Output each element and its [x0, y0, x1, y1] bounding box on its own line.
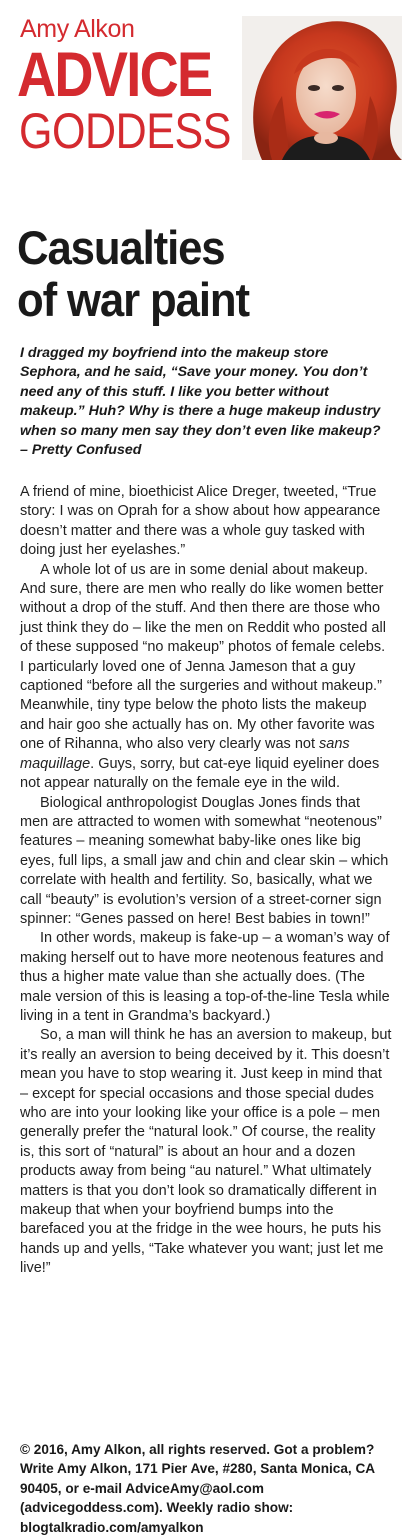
- columnist-byline: Amy Alkon: [20, 15, 135, 43]
- answer-paragraph: Biological anthropologist Douglas Jones finds that men are attracted to women with somewhat “neotenous” features – meaning somewhat baby-like ones like big eyes, full lips, a small jaw and chin and clear skin – which correlate with health and fertility. So, basically, what we call “beauty” is evolution’s version of a street-corner sign spinner: “Genes passed on here! Best babies in town!”: [20, 794, 389, 927]
- emphasized-phrase: sans maquillage: [20, 736, 350, 772]
- answer-paragraph: [20, 561, 392, 794]
- column-brand-advice: ADVICE: [17, 40, 212, 110]
- copyright-footer: © 2016, Amy Alkon, all rights reserved. Got a problem? Write Amy Alkon, 171 Pier Ave, #280, Santa Monica, CA 90405, or e-mail AdviceAmy@aol.com (advicegoddess.com). Weekly radio show: blogtalkradio.com/amyalkon: [20, 1442, 375, 1535]
- answer-paragraph: So, a man will think he has an aversion to makeup, but it’s really an aversion to being deceived by it. This doesn’t mean you have to stop wearing it. Just keep in mind that – except for special occasions and those special dudes who are into your looking like your office is a pole – men generally prefer the “natural look.” Of course, the reality is, this sort of “natural” is about an hour and a dozen products away from being “au naturel.” What ultimately matters is that you don’t look so dramatically different in makeup that when your boyfriend bumps into the barefaced you at the fridge in the wee hours, he puts his hands up and yells, “Take whatever you want; just let me live!”: [20, 1027, 392, 1277]
- answer-paragraph-text: A whole lot of us are in some denial about makeup. And sure, there are men who really do like women better without a drop of the stuff. And then there are those who just think they do – like the men on Reddit who posted all of these supposed “no makeup” photos of female celebs. I particularly loved one of Jenna Jameson that a guy captioned “before all the surgeries and without makeup.” Meanwhile, tiny type below the photo lists the makeup and hair goo she actually has on. My other favorite was one of Rihanna, who also very clearly was not: [20, 561, 386, 753]
- masthead: [0, 0, 406, 168]
- answer-paragraph-text: . Guys, sorry, but cat-eye liquid eyeliner does not appear naturally on the female eye in the wild.: [20, 755, 380, 792]
- answer-paragraph: In other words, makeup is fake-up – a woman’s way of making herself out to have more neotenous features and thus a higher mate value than she actually does. (The male version of this is leasing a top-of-the-line Tesla while living in a tent in Grandma’s backyard.): [20, 930, 390, 1024]
- answer-body: [20, 483, 392, 1279]
- column-brand-goddess: GODDESS: [19, 103, 232, 159]
- article-headline: [17, 222, 370, 326]
- headline-line-1: Casualties: [17, 221, 225, 274]
- reader-question: I dragged my boyfriend into the makeup store Sephora, and he said, “Save your money. You don’t need any of this stuff. I like you better without makeup.” Huh? Why is there a huge makeup industry when so many men say they don’t even like makeup? – Pretty Confused: [20, 345, 381, 459]
- headline-line-2: of war paint: [17, 273, 249, 326]
- answer-paragraph: A friend of mine, bioethicist Alice Dreger, tweeted, “True story: I was on Oprah for a show about how appearance doesn’t matter and there was a whole guy tasked with doing just her eyelashes.”: [20, 484, 381, 559]
- columnist-portrait: [242, 16, 402, 160]
